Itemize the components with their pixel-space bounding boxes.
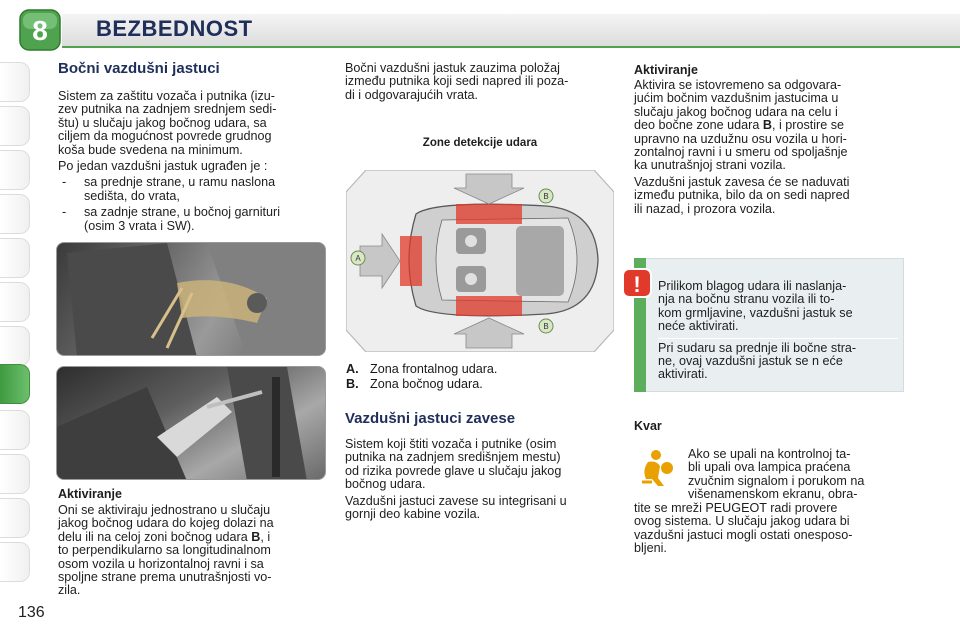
zone-b-reference: B [762, 118, 772, 133]
warning-icon-glyph: ! [633, 272, 641, 297]
occupant-head [465, 235, 477, 247]
text-line: spoljne strane prema unutrašnjosti vo- [58, 570, 272, 585]
text-line: zvučnim signalom i porukom na [688, 473, 865, 488]
side-tab[interactable] [0, 326, 30, 366]
fault-heading: Kvar [634, 419, 662, 433]
text-line: bljeni. [634, 541, 667, 556]
text-fragment: deo bočne zone udara [634, 118, 760, 133]
warning-text [658, 280, 898, 382]
text-line: kom grmljavine, vazdušni jastuk se [658, 305, 853, 320]
bullet-item [58, 176, 326, 203]
bullet-dash: - [62, 205, 67, 220]
text-line: osom vozila u horizontalnoj ravni i sa [58, 556, 264, 571]
side-impact-zone-top [456, 204, 522, 224]
text-line: koša bude svedena na minimum. [58, 142, 243, 157]
text-line: Bočni vazdušni jastuk zauzima položaj [345, 61, 560, 75]
text-line: tite se mreži PEUGEOT radi provere [634, 501, 838, 515]
side-tab[interactable] [0, 106, 30, 146]
text-line: Sistem koji štiti vozača i putnike (osim [345, 437, 557, 451]
text-line: sa prednje strane, u ramu naslona [84, 175, 276, 190]
bullet-item [58, 206, 326, 233]
text-line: (osim 3 vrata i SW). [84, 218, 195, 233]
zone-b-reference: B [251, 529, 261, 544]
text-line: Ako se upali na kontrolnoj ta- [688, 447, 851, 461]
text-line: ciljem da mogućnost povrede grudnog [58, 129, 272, 144]
side-tab[interactable] [0, 410, 30, 450]
activation-heading-right: Aktiviranje [634, 63, 698, 77]
text-line: nja na bočnu stranu vozila ili to- [658, 292, 835, 307]
side-tab-active[interactable] [0, 364, 30, 404]
legend-key: B. [346, 377, 359, 391]
text-line: štu) u slučaju jakog bočnog udara, sa [58, 115, 267, 130]
text-line: bli upali ova lampica praćena [688, 460, 851, 475]
text-line: Vazdušni jastuk zavesa će se naduvati [634, 174, 850, 189]
text-line: između putnika, bilo da on sedi napred [634, 188, 850, 203]
text-line: Oni se aktiviraju jednostrano u slučaju [58, 503, 271, 517]
text-line: Pri sudaru sa prednje ili bočne stra- [658, 338, 898, 355]
activation-heading-left: Aktiviranje [58, 487, 122, 501]
text-line: slučaju jakog bočnog udara na celu i [634, 104, 838, 119]
zone-a-label: A [355, 254, 361, 263]
legend-item-b [346, 377, 483, 391]
text-line: upravno na uzdužnu osu vozila u hori- [634, 131, 847, 146]
side-airbags-description [58, 90, 326, 233]
text-fragment: delu ili na celoj zoni bočnog udara [58, 529, 248, 544]
text-line [58, 531, 326, 544]
text-line: Sistem za zaštitu vozača i putnika (izu- [58, 89, 275, 103]
front-impact-zone [400, 236, 422, 286]
text-line: višenamenskom ekranu, obra- [688, 487, 858, 502]
side-impact-zone-bottom [456, 296, 522, 316]
rear-seat-airbag-photo [56, 366, 326, 480]
impact-zones-diagram [346, 170, 614, 352]
front-seat-airbag-photo [56, 242, 326, 356]
airbag-location-intro: Po jedan vazdušni jastuk ugrađen je : [58, 159, 268, 174]
text-line: gornji deo kabine vozila. [345, 507, 481, 522]
airbag-warning-lamp-icon [636, 448, 674, 488]
text-line: Prilikom blagog udara ili naslanja- [658, 279, 847, 293]
zone-b-label-bottom: B [543, 322, 549, 331]
text-line: to perpendikularno sa longitudinalnom [58, 543, 271, 558]
curtain-airbags-description [345, 438, 615, 521]
text-line: jakog bočnog udara do kojeg dolazi na [58, 516, 274, 531]
text-line: zontalnoj ravni i u smeru od spoljašnje [634, 145, 848, 160]
side-tab[interactable] [0, 62, 30, 102]
text-line: sedišta, do vrata, [84, 188, 180, 203]
bullet-dash: - [62, 175, 67, 190]
text-line: ne, ovaj vazdušni jastuk se n eće [658, 354, 843, 369]
fault-description-indented [688, 448, 904, 502]
side-tab[interactable] [0, 498, 30, 538]
front-seat-illustration [57, 243, 326, 356]
text-line: neće aktivirati. [658, 319, 739, 334]
text-fragment: , i [260, 529, 271, 544]
text-line: putnika na zadnjem središnjem mestu) [345, 450, 561, 465]
chapter-number: 8 [32, 15, 48, 46]
text-line: ka unutrašnjoj strani vozila. [634, 158, 786, 173]
fault-description [634, 502, 904, 556]
text-fragment: , i prostire se [771, 118, 845, 133]
side-tab[interactable] [0, 150, 30, 190]
page-number: 136 [18, 604, 45, 621]
exclamation-warning-icon [622, 268, 652, 298]
occupant-head [465, 273, 477, 285]
side-airbag-position-text [345, 62, 615, 102]
text-line: zev putnika na zadnjem srednjem sedi- [58, 102, 277, 117]
text-line: od rizika povrede glave u slučaju jakog [345, 463, 562, 478]
side-tab[interactable] [0, 194, 30, 234]
side-tab[interactable] [0, 282, 30, 322]
text-line: vazdušni jastuci mogli ostati onesposo- [634, 527, 853, 542]
legend-text: Zona bočnog udara. [370, 377, 483, 391]
text-line: Aktivira se istovremeno sa odgovara- [634, 78, 842, 92]
legend-text: Zona frontalnog udara. [370, 362, 498, 376]
text-line: ovog sistema. U slučaju jakog udara bi [634, 514, 850, 529]
text-line: bočnog udara. [345, 477, 426, 492]
activation-description-left [58, 504, 326, 598]
text-line: jućim bočnim vazdušnim jastucima u [634, 91, 839, 106]
page-title: BEZBEDNOST [96, 16, 253, 41]
text-line: aktivirati. [658, 367, 708, 382]
curtain-airbags-heading: Vazdušni jastuci zavese [345, 410, 516, 427]
rear-seat-illustration [57, 367, 326, 480]
text-line: sa zadnje strane, u bočnoj garnituri [84, 205, 281, 220]
side-airbags-heading: Bočni vazdušni jastuci [58, 60, 220, 77]
side-tab[interactable] [0, 542, 30, 582]
bullet-text [84, 176, 326, 203]
zone-b-label-top: B [543, 192, 549, 201]
diagram-title: Zone detekcije udara [422, 137, 538, 149]
side-tab[interactable] [0, 238, 30, 278]
chapter-badge [18, 8, 62, 52]
text-line: ili nazad, i prozora vozila. [634, 201, 776, 216]
text-line: zila. [58, 583, 81, 598]
side-tab[interactable] [0, 454, 30, 494]
text-line: između putnika koji sedi napred ili poza- [345, 74, 569, 89]
legend-key: A. [346, 362, 359, 376]
legend-item-a [346, 362, 497, 376]
text-line: di i odgovarajućih vrata. [345, 87, 479, 102]
text-line: Vazdušni jastuci zavese su integrisani u [345, 493, 567, 508]
bullet-text [84, 206, 326, 233]
text-line [634, 119, 904, 132]
activation-description-right [634, 79, 904, 216]
rear-bench [516, 226, 564, 296]
